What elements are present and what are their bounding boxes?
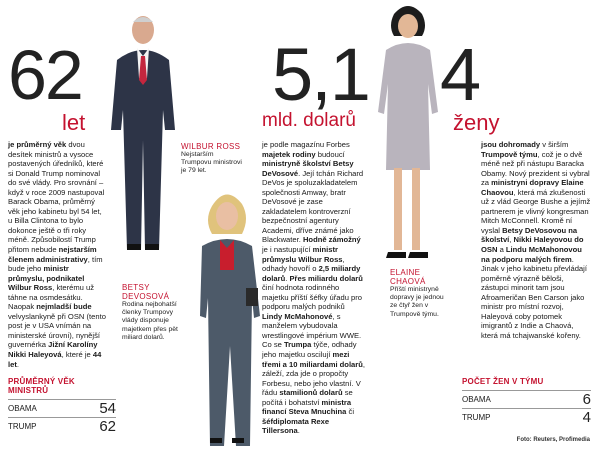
chao-caption xyxy=(390,268,452,319)
betsy-devos-photo xyxy=(180,188,270,446)
bold-text-run: je průměrný věk xyxy=(8,140,67,149)
chao-caption-text: Příští ministryně dopravy je jednou ze čtyř žen v Trumpově týmu. xyxy=(390,286,444,318)
text-run: . Její tchán Richard DeVos je spoluzakladatelem společnosti Amway, bratr DeVosové je zase zakladatelem kontroverzní bezpečnostní agentury Academi, dříve známé jako Blackwater. xyxy=(262,168,364,245)
bold-text-run: Přes miliardu dolarů xyxy=(289,273,363,283)
women-stat-box xyxy=(462,377,591,426)
bold-text-run: mezi třemi a 10 miliardami dolarů xyxy=(262,350,363,369)
text-run: a xyxy=(497,245,506,255)
middle-article-column xyxy=(262,140,366,436)
elaine-chao-photo xyxy=(372,2,442,264)
text-run: , což je o dvě méně než při nástupu Baracka Obamy. Nový prezident si vybral za xyxy=(481,149,590,188)
women-unit: ženy xyxy=(453,110,500,135)
wealth-number: 5,1 xyxy=(272,33,369,116)
stat-label: OBAMA xyxy=(462,395,491,404)
stat-label: OBAMA xyxy=(8,404,37,413)
wealth-unit: mld. dolarů xyxy=(262,110,356,131)
bold-text-run: šéfdiplomata Rexe Tillersona xyxy=(262,416,330,436)
bold-text-run: Trumpa xyxy=(283,340,312,350)
photo-credit: Foto: Reuters, Profimedia xyxy=(516,437,590,443)
age-number: 62 xyxy=(8,36,82,114)
age-stat-row xyxy=(8,399,116,417)
bold-text-run: ministryni dopravy Elaine Chaovou xyxy=(481,178,584,197)
ross-caption-text: Nejstarším Trumpovu ministrovi je 79 let. xyxy=(181,151,242,175)
text-run: , odhady hovoří o xyxy=(262,254,345,274)
stat-value: 4 xyxy=(582,409,591,426)
text-run: , tím bude jeho xyxy=(8,254,103,274)
bold-text-run: Trumpově týmu xyxy=(481,149,538,159)
stat-value: 54 xyxy=(99,400,116,417)
bold-text-run: ministryně školství Betsy DeVosové xyxy=(262,159,354,178)
bold-text-run: Hodně zámožný xyxy=(302,235,361,245)
text-run: je podle magazínu Forbes xyxy=(262,140,350,149)
ross-caption xyxy=(181,142,243,176)
stat-label: TRUMP xyxy=(462,413,491,422)
text-run: je i nastupující xyxy=(262,245,313,255)
bold-text-run: Lindu McMahonovou na podporu malých firem xyxy=(481,245,582,264)
right-article-column xyxy=(481,140,591,340)
bold-text-run: 2,5 miliardy dolarů xyxy=(262,264,361,283)
text-run: velvyslankyně při OSN (tento post je v USA vnímán na ministerské úrovni), nynější guvernérka xyxy=(8,311,106,350)
text-run: . xyxy=(297,426,300,436)
bold-text-run: ministr průmyslu, podnikatel Wilbur Ross xyxy=(8,264,85,293)
bold-text-run: Betsy DeVosovou na školství xyxy=(481,225,578,245)
bold-text-run: Lindy McMahonové xyxy=(262,311,333,321)
bold-text-run: ministr průmyslu Wilbur Ross xyxy=(262,245,343,264)
bold-text-run: 44 let xyxy=(8,350,102,369)
text-run: činí hodnota rodinného majetku příští šéfky úřadu pro podporu malých podniků xyxy=(262,283,363,312)
text-run: . Jinak v jeho kabinetu převládají poměrně výrazně běloši, zástupci minorit tam jsou Afroameričan Ben Carson jako ministr pro místní rozvoj, Haleyová coby potomek imigrantů z Indie a Chaová, která má tchajwanské kořeny. xyxy=(481,254,587,340)
bold-text-run: nejstarším členem administrativy xyxy=(8,245,97,264)
text-run: , xyxy=(509,235,514,245)
devos-caption-name: BETSY DEVOSOVÁ xyxy=(122,283,170,301)
age-stat-box xyxy=(8,377,116,435)
text-run: se počítá i bohatství xyxy=(262,388,353,407)
chao-caption-name: ELAINE CHAOVÁ xyxy=(390,268,426,286)
bold-text-run: stamilionů dolarů xyxy=(279,388,343,398)
women-stat-row xyxy=(462,390,591,408)
text-run: , záleží, zda jde o propočty Forbesu, nebo jeho vlastní. V řádu xyxy=(262,359,365,398)
stat-label: TRUMP xyxy=(8,422,37,431)
women-number: 4 xyxy=(440,33,480,116)
age-unit: let xyxy=(62,110,86,135)
age-stat-title: PRŮMĚRNÝ VĚK MINISTRŮ xyxy=(8,377,75,395)
women-stat-row xyxy=(462,408,591,426)
text-run: . xyxy=(16,359,19,369)
devos-caption-text: Rodina nejbohatší členky Trumpovy vlády disponuje majetkem přes pět miliard dolarů. xyxy=(122,301,178,341)
devos-caption xyxy=(122,283,182,342)
text-run: v širším xyxy=(540,140,569,149)
bold-text-run: nejmladší bude xyxy=(36,302,92,312)
bold-text-run: Jižní Karolíny Nikki Haleyová xyxy=(8,340,98,360)
wilbur-ross-photo xyxy=(103,8,185,254)
bold-text-run: ministra financí Steva Mnuchina xyxy=(262,397,352,417)
age-stat-row xyxy=(8,417,116,435)
text-run: , s manželem vybudovala wrestlingové impérium WWE. Co se xyxy=(262,311,362,350)
bold-text-run: Nikki Haleyovou do OSN xyxy=(481,235,584,255)
bold-text-run: jsou dohromady xyxy=(481,140,541,149)
bold-text-run: majetek rodiny xyxy=(262,149,316,159)
text-run: , kterému už táhne na osmdesátku. Naopak xyxy=(8,283,95,312)
stat-value: 6 xyxy=(582,391,591,408)
women-stat-title: POČET ŽEN V TÝMU xyxy=(462,377,544,386)
ross-caption-name: WILBUR ROSS xyxy=(181,142,241,151)
text-run: , která má zkušenosti už z vlád George Bushe a jejímž partnerem je vlivný kongresman Mitch McConnell. Kromě ní vyslal xyxy=(481,187,591,235)
text-run: týče, odhady jeho majetku oscilují xyxy=(262,340,357,360)
text-run: budoucí xyxy=(315,149,345,159)
text-run: či xyxy=(346,407,354,417)
text-run: , které je xyxy=(61,350,93,360)
stat-value: 62 xyxy=(99,418,116,435)
left-article-column xyxy=(8,140,106,369)
text-run: dvou desítek ministrů a vysoce postavených úředníků, které si Donald Trump nominoval do své vlády. Pro srovnání – když v roce 2009 nastupoval Barack Obama, průměrný věk jeho kabinetu byl 54 let, u Billa Clintona to bylo dokonce ještě o tři roky méně. Způsobilostí Trump přitom nebude xyxy=(8,140,105,255)
text-run: . xyxy=(285,273,290,283)
